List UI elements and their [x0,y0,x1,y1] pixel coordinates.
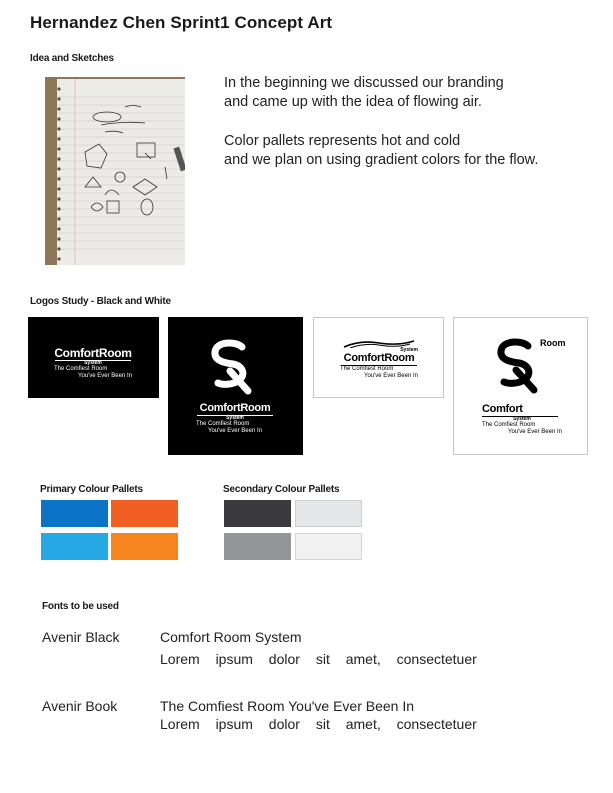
section-primary-label: Primary Colour Pallets [40,484,143,495]
wordmark-brand: ComfortRoom [54,346,132,360]
intro-line-3: Color pallets represents hot and cold [224,133,461,149]
wordmark [340,340,418,380]
intro-line-1: In the beginning we discussed our branding [224,75,504,91]
intro-line-4: and we plan on using gradient colors for the flow. [224,152,539,168]
wordmark-comfort: Comfort [482,403,523,415]
page-title: Hernandez Chen Sprint1 Concept Art [30,13,333,32]
wordmark-tagline-1: The Comfiest Room [340,366,394,372]
font-lorem-book: Lorem ipsum dolor sit amet, consectetuer [160,716,477,732]
wordmark-system: System [513,416,531,422]
logo-black-monogram [168,317,303,455]
font-name-avenir-black: Avenir Black [42,629,120,645]
primary-swatch [111,533,178,560]
logo-white-wordmark [313,317,444,398]
primary-swatch [111,500,178,527]
sketch-notebook-image [45,77,185,265]
secondary-swatch [224,500,291,527]
wordmark [196,403,274,435]
section-secondary-label: Secondary Colour Pallets [223,484,340,495]
section-ideas-label: Idea and Sketches [30,53,114,64]
wordmark [482,404,562,436]
wordmark-system: System [226,415,244,421]
intro-paragraph-2 [224,132,538,170]
wordmark-tagline-1: The Comfiest Room [54,366,108,372]
wordmark [54,347,132,380]
wordmark-system: System [400,347,418,353]
secondary-swatch [224,533,291,560]
intro-line-2: and came up with the idea of flowing air. [224,94,482,110]
logo-room-label: Room [540,338,566,348]
logo-black-wordmark [28,317,159,398]
section-logos-label: Logos Study - Black and White [30,296,171,307]
wordmark-brand: ComfortRoom [199,402,271,414]
cr-monogram-icon [208,339,256,395]
wordmark-tagline-1: The Comfiest Room [196,421,250,427]
wordmark-tagline-2: You've Ever Been In [78,373,132,379]
intro-paragraph-1 [224,74,504,112]
wordmark-tagline-2: You've Ever Been In [364,373,418,379]
secondary-swatch [295,500,362,527]
secondary-swatch [295,533,362,560]
wordmark-tagline-2: You've Ever Been In [208,428,262,434]
font-sample-black: Comfort Room System [160,629,302,645]
font-name-avenir-book: Avenir Book [42,698,118,714]
font-lorem-black: Lorem ipsum dolor sit amet, consectetuer [160,651,477,667]
primary-swatch [41,500,108,527]
logo-white-monogram [453,317,588,455]
wordmark-system: System [84,360,102,366]
wordmark-brand: ComfortRoom [343,352,415,364]
primary-swatch [41,533,108,560]
font-sample-book: The Comfiest Room You've Ever Been In [160,698,415,714]
section-fonts-label: Fonts to be used [42,601,119,612]
cr-monogram-icon [494,338,542,396]
sketch-photo [45,77,185,265]
wordmark-tagline-2: You've Ever Been In [508,429,562,435]
wordmark-tagline-1: The Comfiest Room [482,422,536,428]
